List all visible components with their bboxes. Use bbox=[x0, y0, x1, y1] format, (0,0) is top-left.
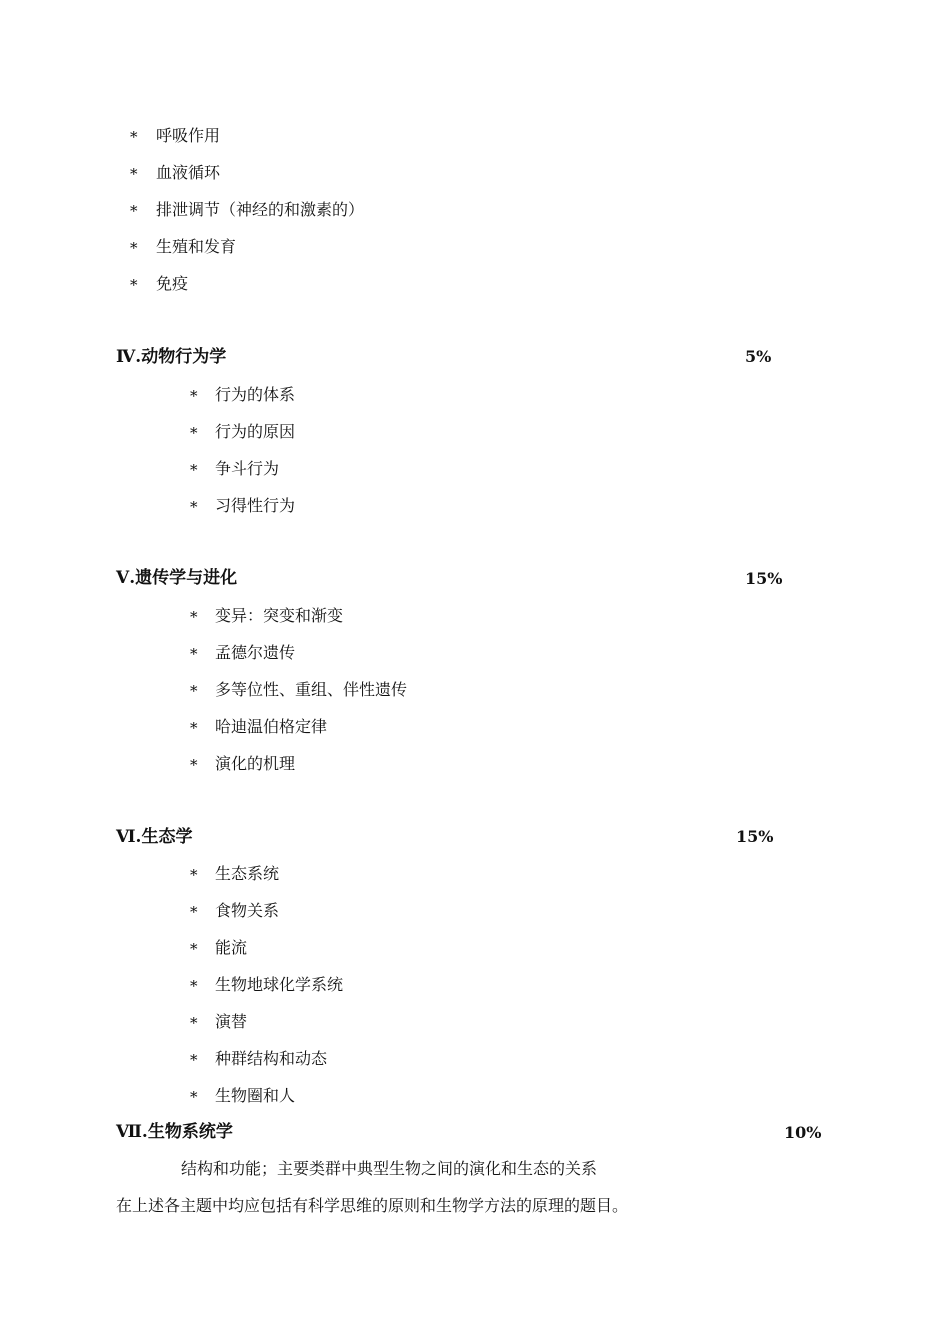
list-item: 行为的原因 bbox=[215, 422, 296, 441]
bullet: * bbox=[190, 940, 198, 958]
list-item: 生物圈和人 bbox=[215, 1086, 296, 1105]
section-percent: 10% bbox=[784, 1123, 822, 1142]
bullet: * bbox=[190, 387, 198, 405]
list-item: 争斗行为 bbox=[215, 459, 280, 478]
list-item: 生态系统 bbox=[215, 864, 280, 883]
list-item: 演替 bbox=[215, 1012, 248, 1031]
list-item: 种群结构和动态 bbox=[215, 1049, 328, 1068]
bullet: * bbox=[190, 424, 198, 442]
bullet: * bbox=[190, 866, 198, 884]
list-item: 习得性行为 bbox=[215, 496, 296, 515]
bullet: * bbox=[190, 1014, 198, 1032]
bullet: * bbox=[130, 128, 138, 146]
section-title: Ⅳ.动物行为学 bbox=[116, 347, 227, 367]
bullet: * bbox=[190, 903, 198, 921]
closing-text: 在上述各主题中均应包括有科学思维的原则和生物学方法的原理的题目。 bbox=[116, 1196, 629, 1215]
list-item: 变异：突变和渐变 bbox=[215, 606, 344, 625]
bullet: * bbox=[190, 756, 198, 774]
bullet: * bbox=[130, 202, 138, 220]
list-item: 生物地球化学系统 bbox=[215, 975, 344, 994]
list-item: 免疫 bbox=[156, 274, 189, 293]
list-item: 孟德尔遗传 bbox=[215, 643, 296, 662]
section-title: Ⅴ.遗传学与进化 bbox=[116, 568, 238, 588]
list-item: 能流 bbox=[215, 938, 248, 957]
list-item: 行为的体系 bbox=[215, 385, 296, 404]
bullet: * bbox=[130, 276, 138, 294]
list-item: 排泄调节（神经的和激素的） bbox=[156, 200, 365, 219]
bullet: * bbox=[130, 165, 138, 183]
list-item: 哈迪温伯格定律 bbox=[215, 717, 328, 736]
bullet: * bbox=[190, 682, 198, 700]
section-title: Ⅶ.生物系统学 bbox=[116, 1122, 233, 1142]
bullet: * bbox=[190, 461, 198, 479]
list-item: 食物关系 bbox=[215, 901, 280, 920]
section-text: 结构和功能；主要类群中典型生物之间的演化和生态的关系 bbox=[181, 1159, 598, 1178]
bullet: * bbox=[190, 1051, 198, 1069]
section-percent: 15% bbox=[745, 569, 783, 588]
bullet: * bbox=[190, 645, 198, 663]
section-percent: 15% bbox=[736, 827, 774, 846]
bullet: * bbox=[190, 608, 198, 626]
list-item: 多等位性、重组、伴性遗传 bbox=[215, 680, 408, 699]
bullet: * bbox=[190, 1088, 198, 1106]
bullet: * bbox=[130, 239, 138, 257]
section-title: Ⅵ.生态学 bbox=[116, 827, 193, 847]
section-percent: 5% bbox=[745, 347, 772, 366]
list-item: 呼吸作用 bbox=[156, 126, 221, 145]
list-item: 生殖和发育 bbox=[156, 237, 237, 256]
list-item: 血液循环 bbox=[156, 163, 221, 182]
list-item: 演化的机理 bbox=[215, 754, 296, 773]
bullet: * bbox=[190, 977, 198, 995]
bullet: * bbox=[190, 498, 198, 516]
bullet: * bbox=[190, 719, 198, 737]
